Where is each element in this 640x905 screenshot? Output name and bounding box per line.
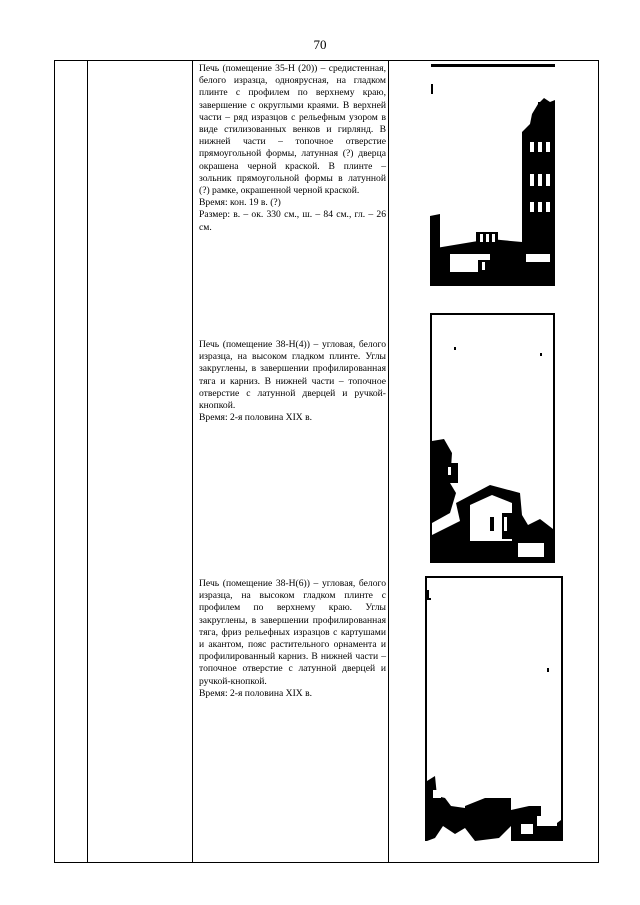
column-divider (192, 61, 193, 862)
entry-2-description: Печь (помещение 38-Н(4)) – угловая, белого изразца, на высоком гладком плинте. Углы закруглены, в завершении профилированная тяга и карниз. В нижней части – топочное отверстие с латунной дверцей и ручкой-кнопкой. (199, 339, 386, 412)
entry-1-time: Время: кон. 19 в. (?) (199, 197, 281, 209)
stove-photo-1 (430, 64, 555, 286)
entry-2-time: Время: 2-я половина XIX в. (199, 412, 313, 424)
column-divider (388, 61, 389, 862)
stove-photo-2 (430, 313, 555, 563)
entry-3-description: Печь (помещение 38-Н(6)) – угловая, белого изразца, на высоком гладком плинте с профилем по верхнему краю. Углы закруглены, в завершении профилированная тяга, фриз рельефных изразцов с картушами и акантом, пояс растительного орнамента и профилированный карниз. В нижней части – топочное отверстие с латунной дверцей и ручкой-кнопкой. (199, 578, 386, 687)
entry-1-description: Печь (помещение 35-Н (20)) – средистенная, белого изразца, одноярусная, на гладком плинте с профилем по верхнему краю, завершение с округлыми краями. В верхней части – ряд изразцов с рельефным узором в виде стилизованных венков и гирлянд. В нижней части – топочное отверстие прямоугольной формы, латунная (?) дверца окрашена черной краской. В плинте – зольник прямоугольной формы в латунной (?) рамке, окрашенной черной краской. (199, 63, 386, 197)
column-divider (87, 61, 88, 862)
entry-3-text (199, 578, 386, 700)
entry-3-time: Время: 2-я половина XIX в. (199, 687, 313, 699)
entry-2-text (199, 339, 386, 424)
stove-photo-3 (425, 576, 563, 841)
entry-1-size: Размер: в. – ок. 330 см., ш. – 84 см., гл. – 26 см. (199, 209, 386, 233)
document-table (54, 60, 599, 863)
entry-1-text (199, 63, 386, 234)
page-number: 70 (313, 37, 327, 52)
